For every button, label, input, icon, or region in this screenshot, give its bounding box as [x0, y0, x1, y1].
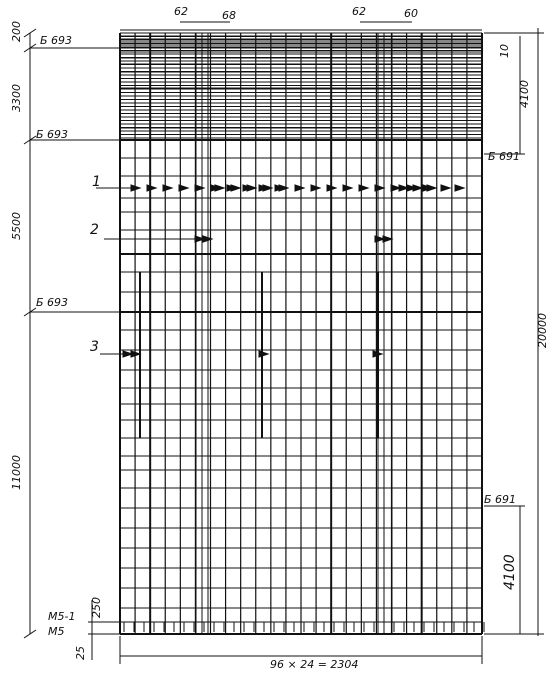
arrow-row1-icon [375, 185, 384, 191]
arrow-row1-icon [215, 185, 224, 191]
arrow-row1-icon [343, 185, 352, 191]
arrow-row1-icon [247, 185, 256, 191]
right-dim-10: 10 [498, 44, 511, 58]
beam-label-left-1: Б 693 [40, 34, 73, 47]
beam-label-left-3: Б 693 [36, 296, 69, 309]
left-dim-11000: 11000 [10, 455, 23, 490]
dim-25: 25 [74, 646, 87, 660]
arrow-row1-icon [441, 185, 450, 191]
beam-label-left-2: Б 693 [36, 128, 69, 141]
dim-250: 250 [90, 597, 103, 618]
arrow-row1-icon [279, 185, 288, 191]
arrow-row1-icon [359, 185, 368, 191]
left-dim-3300: 3300 [10, 84, 23, 112]
beam-label-right-1: Б 691 [488, 150, 521, 163]
left-dim-200: 200 [10, 21, 23, 42]
right-dim-20000: 20000 [536, 313, 549, 348]
arrow-row1-icon [195, 185, 204, 191]
top-dim-60: 60 [404, 7, 418, 20]
callout-1: 1 [92, 174, 101, 190]
top-dim-68: 68 [222, 9, 236, 22]
callout-3: 3 [90, 339, 99, 355]
right-dim-4100-upper: 4100 [518, 80, 531, 108]
callout-2: 2 [90, 222, 99, 238]
label-m5: М5 [48, 625, 65, 638]
arrow-row1-icon [455, 185, 464, 191]
bottom-dim: 96 × 24 = 2304 [270, 658, 359, 671]
right-dim-4100-lower: 4100 [502, 554, 518, 590]
arrow-row1-icon [427, 185, 436, 191]
top-dim-62-left: 62 [174, 5, 188, 18]
arrow-row1-icon [413, 185, 422, 191]
left-dim-5500: 5500 [10, 212, 23, 240]
beam-label-right-2: Б 691 [484, 493, 517, 506]
arrow-row1-icon [231, 185, 240, 191]
arrow-row3-icon [259, 351, 268, 357]
arrow-row1-icon [147, 185, 156, 191]
arrow-row1-icon [163, 185, 172, 191]
arrow-row1-icon [295, 185, 304, 191]
arrow-row1-icon [179, 185, 188, 191]
top-dim-62-right: 62 [352, 5, 366, 18]
label-m5-1: М5-1 [48, 610, 76, 623]
